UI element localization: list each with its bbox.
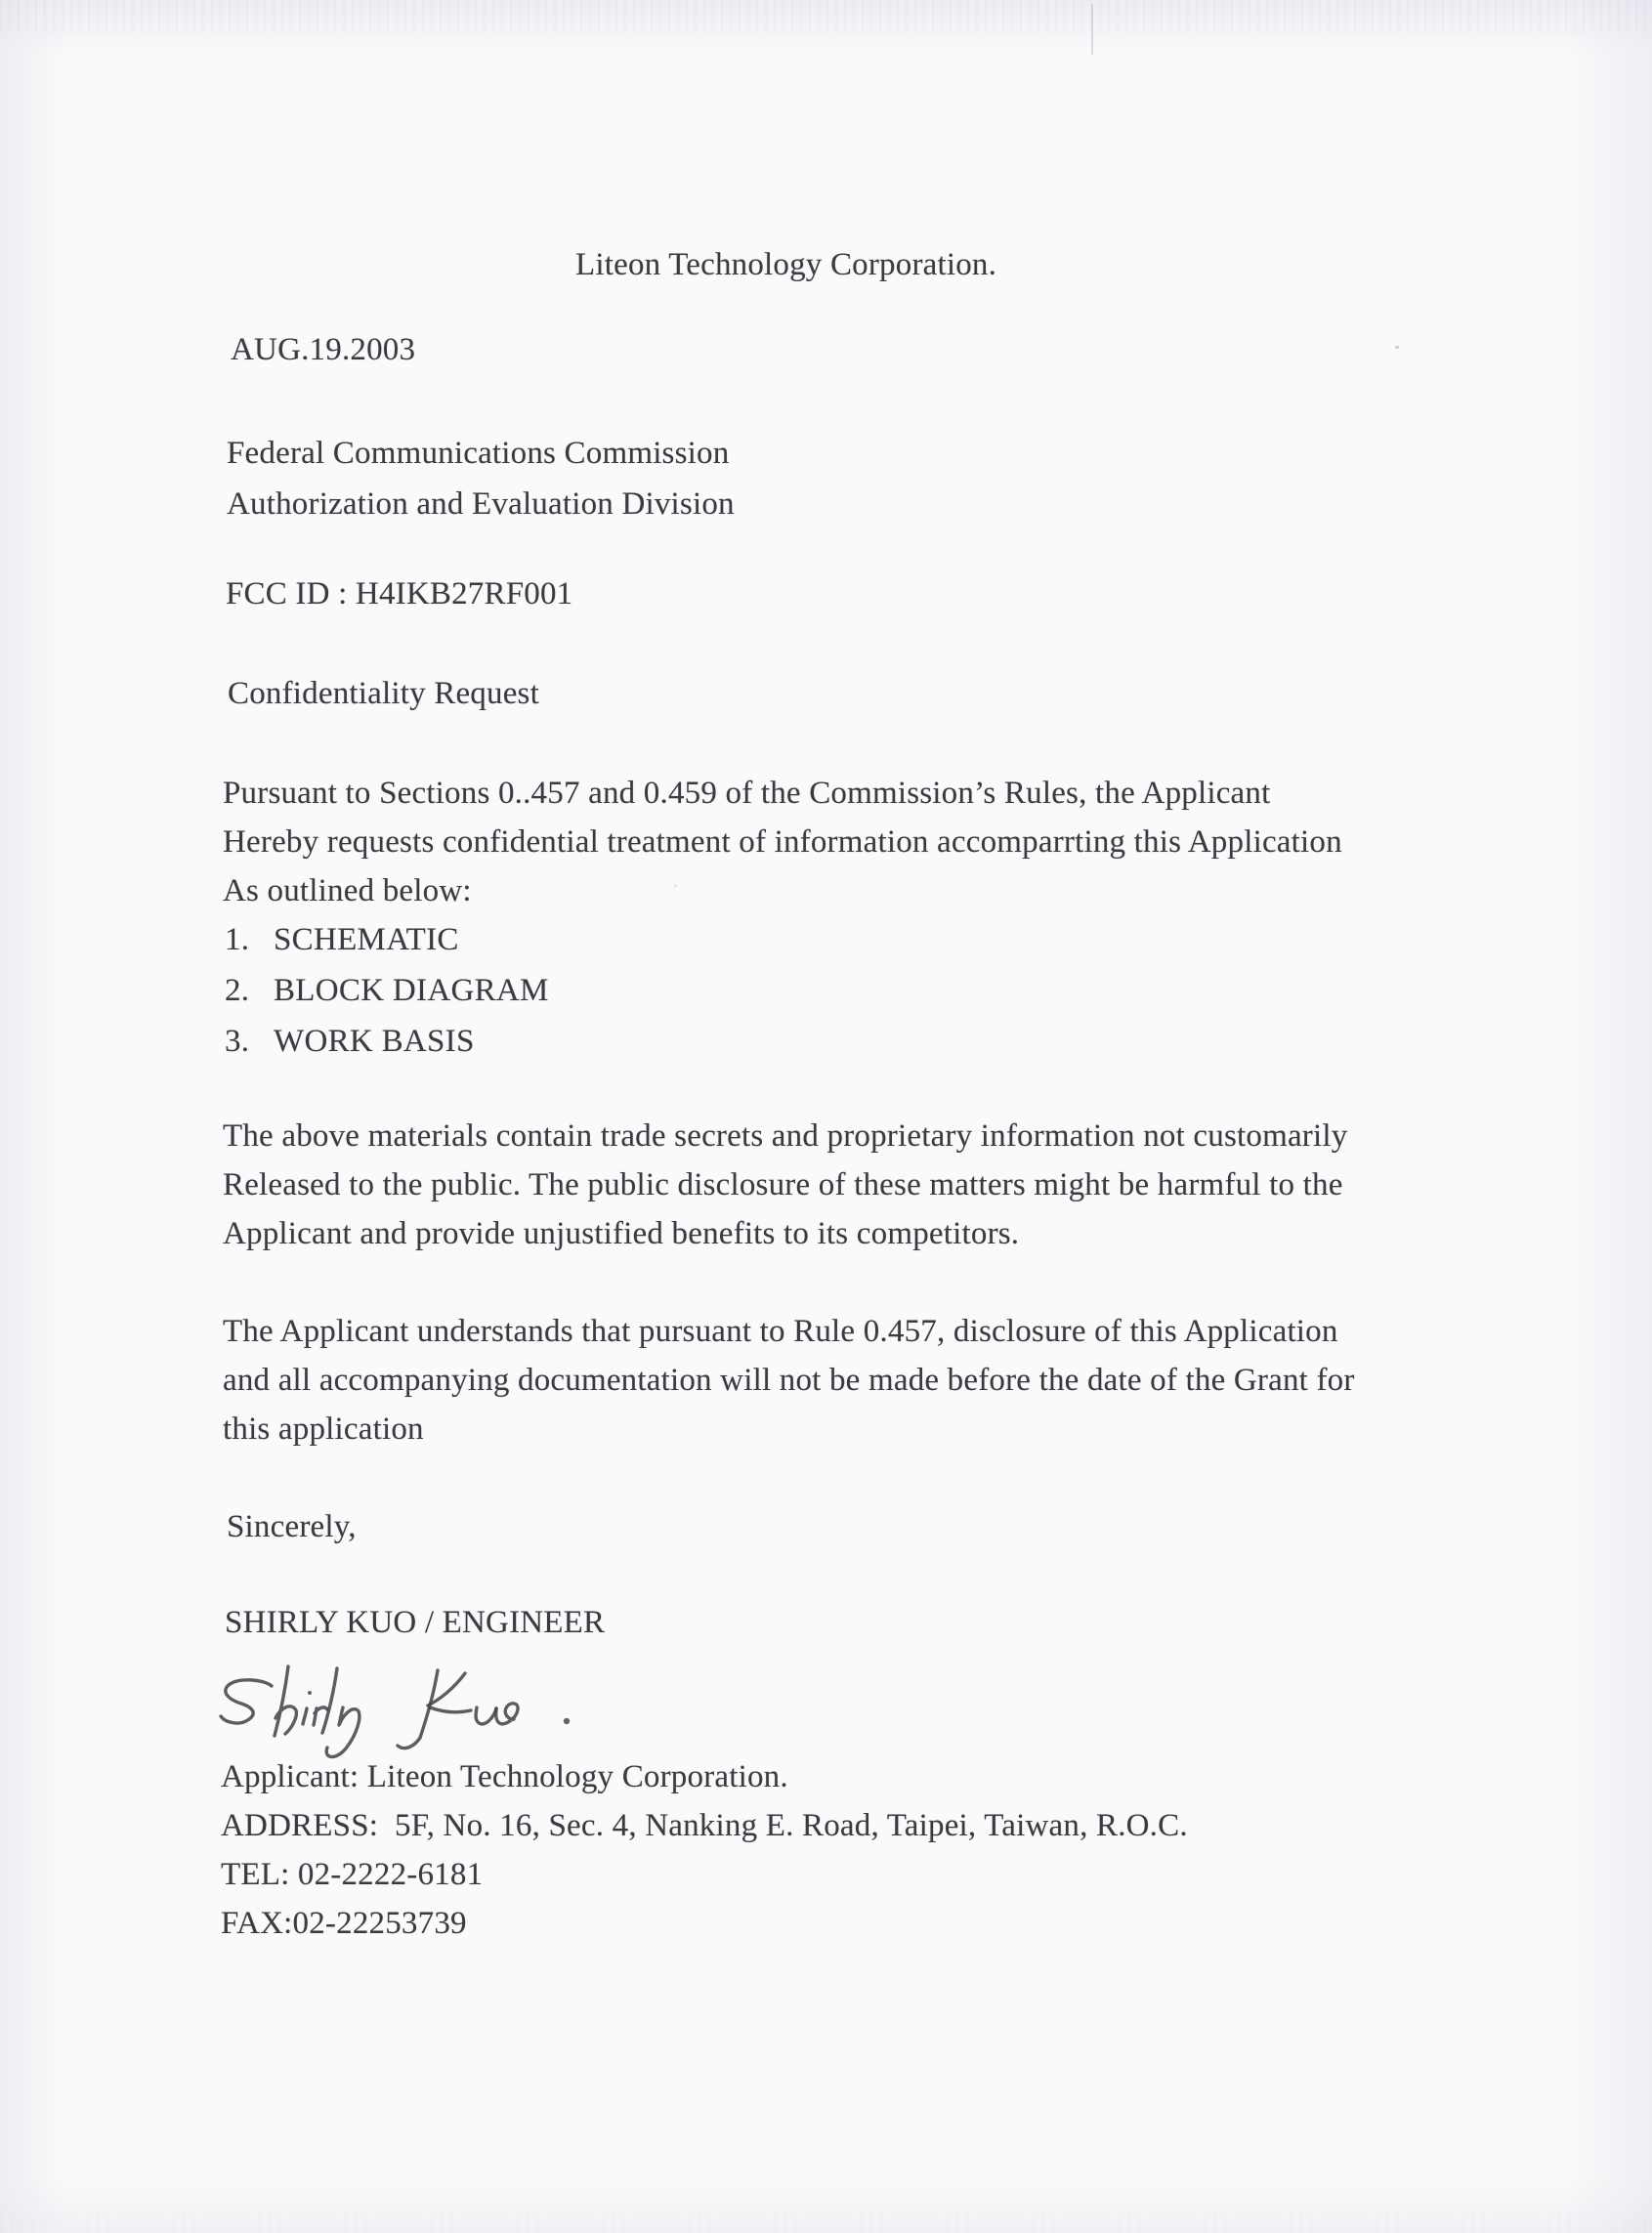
fax-line: FAX:02-22253739: [221, 1906, 467, 1941]
address-line: ADDRESS: 5F, No. 16, Sec. 4, Nanking E. Road, Taipei, Taiwan, R.O.C.: [221, 1808, 1188, 1843]
paragraph-2-line-1: The above materials contain trade secrets and proprietary information not customarily: [223, 1118, 1348, 1154]
applicant-info-block: [221, 1752, 1188, 1948]
paragraph-2-line-2: Released to the public. The public disclosure of these matters might be harmful to the: [223, 1167, 1343, 1202]
paragraph-1-line-1: Pursuant to Sections 0..457 and 0.459 of the Commission’s Rules, the Applicant: [223, 776, 1271, 811]
list-number: 3.: [225, 1024, 250, 1059]
paragraph-2: [223, 1112, 1347, 1258]
list-item-schematic: [225, 914, 549, 965]
scan-noise-top: [0, 0, 1652, 33]
applicant-line: Applicant: Liteon Technology Corporation.: [221, 1759, 788, 1794]
list-number: 2.: [225, 973, 250, 1008]
paragraph-3-line-1: The Applicant understands that pursuant to Rule 0.457, disclosure of this Application: [223, 1314, 1338, 1349]
list-item-work-basis: [225, 1016, 549, 1067]
paragraph-1-line-2: Hereby requests confidential treatment of information accomparrting this Application: [223, 824, 1342, 860]
list-label: BLOCK DIAGRAM: [274, 973, 549, 1008]
paragraph-3: [223, 1307, 1355, 1454]
signer-name-title: SHIRLY KUO / ENGINEER: [225, 1605, 606, 1640]
paragraph-3-line-3: this application: [223, 1411, 424, 1447]
list-label: WORK BASIS: [274, 1024, 475, 1059]
paragraph-2-line-3: Applicant and provide unjustified benefits to its competitors.: [223, 1216, 1020, 1251]
list-label: SCHEMATIC: [274, 922, 459, 957]
paragraph-1-line-3: As outlined below:: [223, 873, 472, 908]
scan-speck: [1395, 346, 1399, 349]
handwritten-signature: [219, 1657, 582, 1766]
paragraph-3-line-2: and all accompanying documentation will not be made before the date of the Grant for: [223, 1363, 1355, 1398]
subject-line: Confidentiality Request: [228, 676, 539, 711]
closing-line: Sincerely,: [227, 1509, 357, 1544]
tel-line: TEL: 02-2222-6181: [221, 1857, 484, 1892]
recipient-line-2: Authorization and Evaluation Division: [227, 486, 735, 522]
paragraph-1: [223, 769, 1342, 915]
fcc-id-line: FCC ID : H4IKB27RF001: [226, 576, 573, 611]
recipient-block: [227, 428, 735, 529]
materials-list: [225, 914, 549, 1067]
scan-crease-mark: [1091, 4, 1093, 55]
recipient-line-1: Federal Communications Commission: [227, 436, 730, 471]
scan-noise-bottom: [0, 2213, 1652, 2233]
list-item-block-diagram: [225, 965, 549, 1016]
list-number: 1.: [225, 922, 250, 957]
company-title: Liteon Technology Corporation.: [575, 247, 997, 282]
date-line: AUG.19.2003: [231, 332, 416, 367]
